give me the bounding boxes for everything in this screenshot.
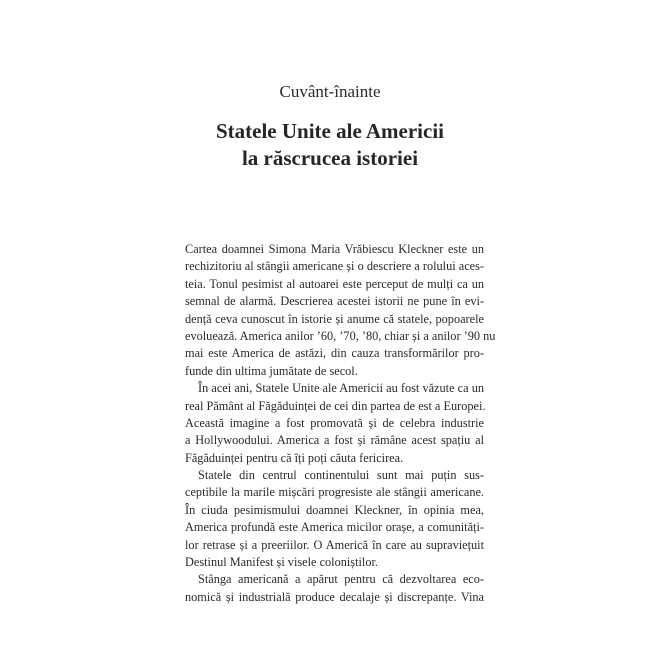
text-line: America profundă este America micilor orașe, a comunități- xyxy=(185,520,484,535)
text-line: teia. Tonul pesimist al autoarei este perceput de mulți ca un xyxy=(185,276,484,291)
text-line: evoluează. America anilor ’60, ’70, ’80, chiar și a anilor ’90 nu xyxy=(185,328,496,343)
text-line: funde din ultima jumătate de secol. xyxy=(185,363,358,378)
text-line: Făgăduinței pentru că îți poți căuta fericirea. xyxy=(185,450,404,465)
text-line: mai este America de astăzi, din cauza transformărilor pro- xyxy=(185,346,484,361)
chapter-title xyxy=(0,118,660,172)
paragraph xyxy=(185,467,484,571)
text-line: Statele din centrul continentului sunt mai puțin sus- xyxy=(198,468,484,483)
text-line: a Hollywoodului. America a fost și rămâne acest spațiu al xyxy=(185,433,484,448)
text-line: lor retrase și a preeriilor. O Americă în care au supraviețuit xyxy=(185,537,484,552)
body-text xyxy=(185,241,496,606)
text-line: Această imagine a fost promovată și de celebra industrie xyxy=(185,415,484,430)
text-line: nomică și industrială produce decalaje și discrepanțe. Vina xyxy=(185,589,484,604)
text-line: semnal de alarmă. Descrierea acestei istorii ne pune în evi- xyxy=(185,294,484,309)
chapter-title-line: Statele Unite ale Americii xyxy=(215,119,444,143)
chapter-title-line: la răscrucea istoriei xyxy=(241,146,419,170)
paragraph xyxy=(185,241,496,380)
chapter-kicker: Cuvânt-înainte xyxy=(279,82,381,101)
text-line: Stânga americană a apărut pentru că dezvoltarea eco- xyxy=(198,572,484,587)
text-line: În acei ani, Statele Unite ale Americii au fost văzute ca un xyxy=(198,381,484,396)
text-line: rechizitoriu al stângii americane și o descriere a rolului aces- xyxy=(185,259,484,274)
text-line: Cartea doamnei Simona Maria Vrăbiescu Kleckner este un xyxy=(185,242,484,256)
text-line: real Pământ al Făgăduinței de cei din partea de est a Europei. xyxy=(185,398,486,413)
text-line: ceptibile la marile mișcări progresiste ale stângii americane. xyxy=(185,485,484,500)
text-line: Destinul Manifest și visele coloniștilor. xyxy=(185,555,378,570)
text-line: dență ceva cunoscut în istorie și anume că statele, popoarele xyxy=(185,311,484,326)
text-line: În ciuda pesimismului doamnei Kleckner, în opinia mea, xyxy=(185,502,484,517)
paragraph xyxy=(185,380,484,467)
paragraph xyxy=(185,571,484,606)
